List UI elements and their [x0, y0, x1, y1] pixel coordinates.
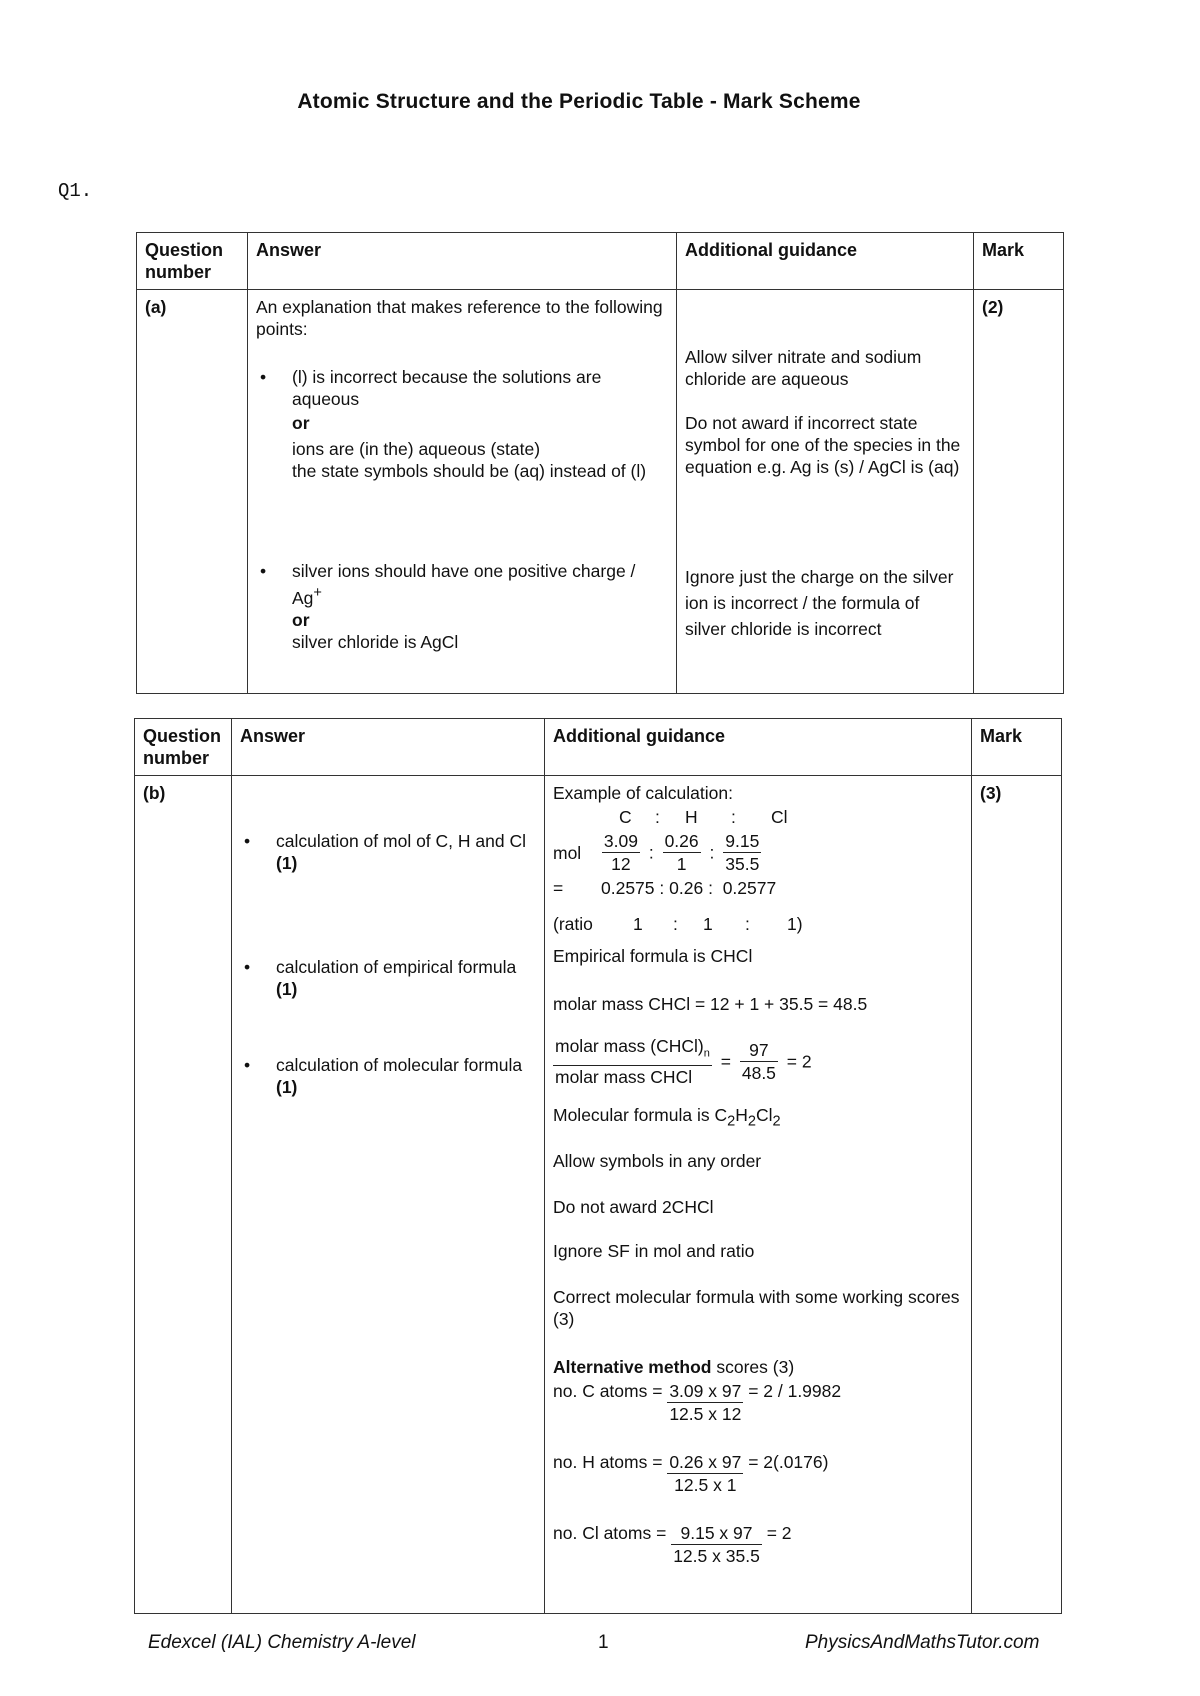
table-row [135, 776, 1062, 1614]
answer-bullet-1 [240, 830, 536, 874]
table-header-row [135, 719, 1062, 776]
molar-mass-ratio: $\frac{molar mass (CHCl)_n}{\text{molar mass CHCl}}$ = $\frac{97}{48.5}$ = 2 [555, 1036, 812, 1087]
element-header-row: C : H : Cl [619, 807, 788, 827]
c-mol-value: 0.2575 [601, 878, 655, 898]
charge-superscript: + [313, 585, 322, 601]
question-number-a: (a) [137, 290, 248, 694]
bullet-icon: • [260, 367, 267, 387]
mark-scheme-table-b [134, 718, 1062, 1614]
bullet-1-line-1: (l) is incorrect because the solutions are aqueous [292, 367, 602, 409]
question-label: Q1. [58, 180, 93, 202]
answer-bullet-2 [256, 560, 668, 653]
header-additional-guidance: Additional guidance [677, 233, 974, 290]
bullet-icon: • [244, 1055, 251, 1075]
ratio-row: (ratio 1 : 1 : 1) [553, 914, 803, 934]
bullet-2-line-1: silver ions should have one positive charge / Ag [292, 561, 636, 608]
col-h: H [685, 807, 698, 827]
guidance-do-not-award: Do not award if incorrect state symbol for one of the species in the equation e.g. Ag is (s) / AgCl is (aq) [685, 413, 961, 477]
footer-right: PhysicsAndMathsTutor.com [805, 1632, 1040, 1653]
mark-b: (3) [972, 776, 1062, 1614]
c-fraction: $\frac{3.09}{12}$ [603, 831, 638, 874]
bullet-2-line-2: silver chloride is AgCl [292, 631, 459, 652]
header-question-number: Question number [137, 233, 248, 290]
bullet-3-mark: (1) [276, 1077, 298, 1097]
answer-cell-b [232, 776, 545, 1614]
header-additional-guidance: Additional guidance [545, 719, 972, 776]
answer-cell-a [248, 290, 677, 694]
example-label: Example of calculation: [553, 783, 733, 803]
bullet-2-mark: (1) [276, 979, 298, 999]
c-atoms-calc: no. C atoms = $\frac{3.09 x 97}{12.5 x 12}$ = 2 / 1.9982 [553, 1381, 842, 1424]
bullet-1-line-2: ions are (in the) aqueous (state) [292, 439, 541, 459]
col-c: C [619, 807, 632, 827]
guidance-cell-a [677, 290, 974, 694]
cl-fraction: $\frac{9.15}{35.5}$ [725, 831, 760, 874]
mark-scheme-table-a [136, 232, 1064, 694]
bullet-icon: • [244, 957, 251, 977]
mol-result-row: = 0.2575 : 0.26 : 0.2577 [553, 878, 777, 898]
header-answer: Answer [248, 233, 677, 290]
header-mark: Mark [972, 719, 1062, 776]
answer-intro: An explanation that makes reference to the following points: [256, 297, 663, 339]
header-question-number: Question number [135, 719, 232, 776]
bullet-1-mark: (1) [276, 853, 298, 873]
bullet-icon: • [244, 831, 251, 851]
table-row [137, 290, 1064, 694]
ignore-sf: Ignore SF in mol and ratio [553, 1241, 755, 1261]
header-answer: Answer [232, 719, 545, 776]
guidance-allow: Allow silver nitrate and sodium chloride are aqueous [685, 347, 922, 389]
answer-bullet-1 [256, 366, 668, 482]
cl-mol-value: 0.2577 [722, 878, 777, 898]
allow-symbols: Allow symbols in any order [553, 1151, 762, 1171]
molecular-formula: Molecular formula is $C_2H_2Cl_2$ [553, 1104, 781, 1129]
answer-bullet-3 [240, 1054, 536, 1098]
cl-atoms-calc: no. Cl atoms = $\frac{9.15 x 97}{12.5 x 35.5}$ = 2 [553, 1523, 792, 1566]
answer-bullet-2 [240, 956, 536, 1000]
guidance-ignore: Ignore just the charge on the silver ion is incorrect / the formula of silver chloride is incorrect [685, 567, 954, 639]
correct-formula-note: Correct molecular formula with some working scores (3) [553, 1287, 960, 1329]
mol-row: mol $\frac{3.09}{12}$ : $\frac{0.26}{1}$ : $\frac{9.15}{35.5}$ [553, 831, 760, 874]
bullet-3-text: calculation of molecular formula [276, 1055, 523, 1075]
bullet-2-text: calculation of empirical formula [276, 957, 517, 977]
header-mark: Mark [974, 233, 1064, 290]
h-mol-value: 0.26 [669, 878, 704, 898]
bullet-1-text: calculation of mol of C, H and Cl [276, 831, 526, 851]
bullet-1-line-3: the state symbols should be (aq) instead of (l) [292, 461, 647, 481]
bullet-icon: • [260, 561, 267, 581]
h-atoms-calc: no. H atoms = $\frac{0.26 x 97}{12.5 x 1}$ = 2(.0176) [553, 1452, 829, 1495]
do-not-award: Do not award 2CHCl [553, 1197, 714, 1217]
ratio-label: (ratio [553, 914, 593, 934]
mark-a: (2) [974, 290, 1064, 694]
alternative-method: Alternative method scores (3) [553, 1357, 795, 1377]
guidance-cell-b [545, 776, 972, 1614]
or-connector: or [292, 609, 310, 630]
question-number-b: (b) [135, 776, 232, 1614]
footer-left: Edexcel (IAL) Chemistry A-level [148, 1632, 416, 1653]
page-number: 1 [598, 1632, 609, 1653]
mol-label: mol [553, 842, 582, 863]
col-cl: Cl [771, 807, 788, 827]
empirical-formula: Empirical formula is CHCl [553, 946, 753, 966]
h-fraction: $\frac{0.26}{1}$ [664, 831, 699, 874]
or-connector: or [292, 413, 310, 433]
molar-mass: molar mass CHCl = 12 + 1 + 35.5 = 48.5 [553, 994, 868, 1014]
page-title: Atomic Structure and the Periodic Table - Mark Scheme [297, 90, 861, 113]
table-header-row [137, 233, 1064, 290]
